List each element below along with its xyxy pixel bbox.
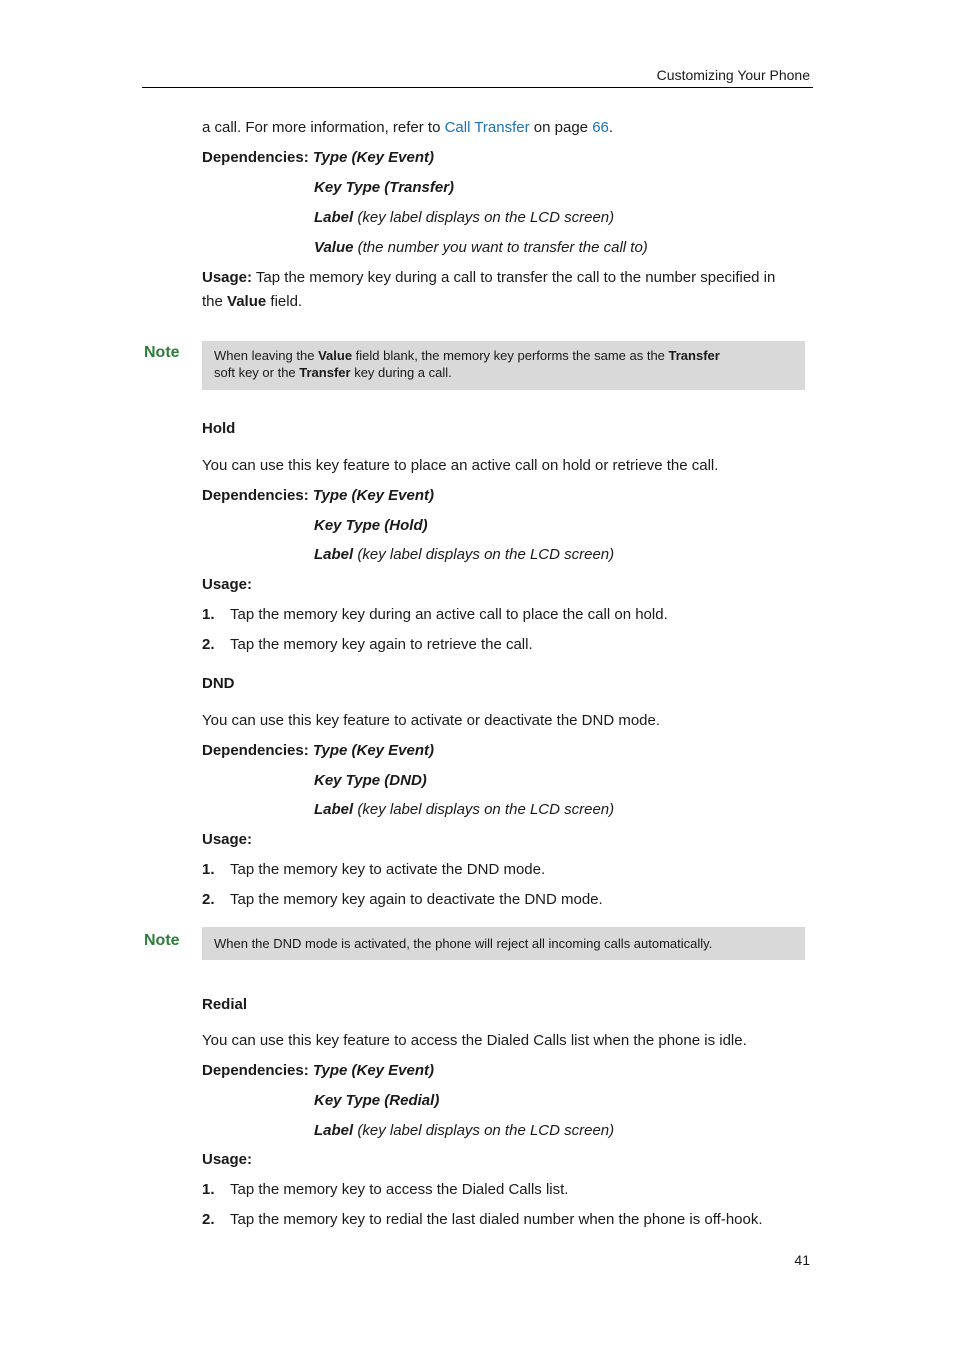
transfer-usage-line2: [202, 293, 302, 310]
step-text: Tap the memory key during an active call to place the call on hold.: [230, 606, 668, 623]
intro-text: a call. For more information, refer to: [202, 119, 445, 136]
step-text: Tap the memory key to activate the DND mode.: [230, 861, 546, 878]
step-number: 1.: [202, 861, 215, 878]
dep-type: Type (Key Event): [312, 487, 435, 504]
dnd-dependencies: [202, 742, 434, 759]
label-desc: (key label displays on the LCD screen): [353, 546, 615, 563]
note-text: When leaving the: [214, 348, 319, 363]
list-item: [202, 861, 546, 878]
label-word: Label: [314, 546, 354, 563]
usage-label: Usage:: [202, 269, 253, 286]
note-box: [202, 341, 805, 390]
intro-post: .: [608, 119, 614, 136]
label-word: Label: [314, 1122, 354, 1139]
hold-key-type: Key Type (Hold): [314, 517, 428, 534]
note-text: soft key or the: [214, 365, 300, 380]
value-desc: (the number you want to transfer the call to): [353, 239, 648, 256]
step-text: Tap the memory key again to retrieve the call.: [230, 636, 533, 653]
note-bold: Transfer: [668, 348, 720, 363]
hold-dependencies: [202, 487, 434, 504]
transfer-intro: [202, 119, 613, 136]
hold-usage-label: Usage:: [202, 576, 253, 593]
transfer-dependencies: [202, 149, 434, 166]
transfer-key-type: Key Type (Transfer): [314, 179, 455, 196]
usage-text: the: [202, 293, 228, 310]
note-label: Note: [144, 932, 180, 949]
list-item: [202, 1181, 569, 1198]
redial-usage-label: Usage:: [202, 1151, 253, 1168]
step-number: 2.: [202, 891, 215, 908]
call-transfer-link[interactable]: Call Transfer: [444, 119, 530, 136]
transfer-label-line: [314, 209, 614, 226]
list-item: [202, 891, 603, 908]
step-number: 2.: [202, 636, 215, 653]
step-text: Tap the memory key to redial the last dialed number when the phone is off-hook.: [230, 1211, 763, 1228]
label-desc: (key label displays on the LCD screen): [353, 1122, 615, 1139]
dnd-key-type: Key Type (DND): [314, 772, 427, 789]
note-bold: Transfer: [299, 365, 351, 380]
dep-label: Dependencies:: [202, 1062, 309, 1079]
page-number: 41: [794, 1252, 810, 1268]
note-text: field blank, the memory key performs the same as the: [352, 348, 669, 363]
label-word: Label: [314, 801, 354, 818]
list-item: [202, 1211, 763, 1228]
hold-heading: Hold: [202, 420, 236, 437]
hold-description: You can use this key feature to place an active call on hold or retrieve the call.: [202, 457, 719, 474]
step-number: 1.: [202, 606, 215, 623]
dep-type: Type (Key Event): [312, 149, 435, 166]
value-word: Value: [314, 239, 354, 256]
transfer-usage-line1: [202, 269, 775, 286]
dep-label: Dependencies:: [202, 742, 309, 759]
dnd-heading: DND: [202, 675, 235, 692]
step-text: Tap the memory key again to deactivate the DND mode.: [230, 891, 603, 908]
list-item: [202, 636, 533, 653]
redial-heading: Redial: [202, 996, 248, 1013]
header-rule: [142, 87, 813, 88]
label-desc: (key label displays on the LCD screen): [353, 209, 615, 226]
dnd-description: You can use this key feature to activate or deactivate the DND mode.: [202, 712, 661, 729]
note-bold: Value: [318, 348, 353, 363]
dnd-label-line: [314, 801, 614, 818]
dep-label: Dependencies:: [202, 487, 309, 504]
note-line: [214, 347, 793, 364]
step-text: Tap the memory key to access the Dialed Calls list.: [230, 1181, 569, 1198]
note-line: [214, 364, 793, 381]
note-box: [202, 927, 805, 960]
label-desc: (key label displays on the LCD screen): [353, 801, 615, 818]
page-66-link[interactable]: 66: [592, 119, 609, 136]
dnd-usage-label: Usage:: [202, 831, 253, 848]
transfer-value-line: [314, 239, 648, 256]
note-label: Note: [144, 344, 180, 361]
step-number: 2.: [202, 1211, 215, 1228]
usage-text: Tap the memory key during a call to transfer the call to the number specified in: [252, 269, 776, 286]
note-text: key during a call.: [350, 365, 452, 380]
redial-label-line: [314, 1122, 614, 1139]
list-item: [202, 606, 668, 623]
intro-mid: on page: [529, 119, 593, 136]
value-word: Value: [227, 293, 267, 310]
dep-type: Type (Key Event): [312, 742, 435, 759]
note-text: When the DND mode is activated, the phone will reject all incoming calls automatically.: [214, 936, 713, 951]
redial-dependencies: [202, 1062, 434, 1079]
hold-label-line: [314, 546, 614, 563]
label-word: Label: [314, 209, 354, 226]
redial-key-type: Key Type (Redial): [314, 1092, 440, 1109]
usage-text: field.: [266, 293, 303, 310]
running-header: Customizing Your Phone: [656, 67, 810, 83]
dep-type: Type (Key Event): [312, 1062, 435, 1079]
dep-label: Dependencies:: [202, 149, 309, 166]
step-number: 1.: [202, 1181, 215, 1198]
redial-description: You can use this key feature to access the Dialed Calls list when the phone is idle.: [202, 1032, 747, 1049]
